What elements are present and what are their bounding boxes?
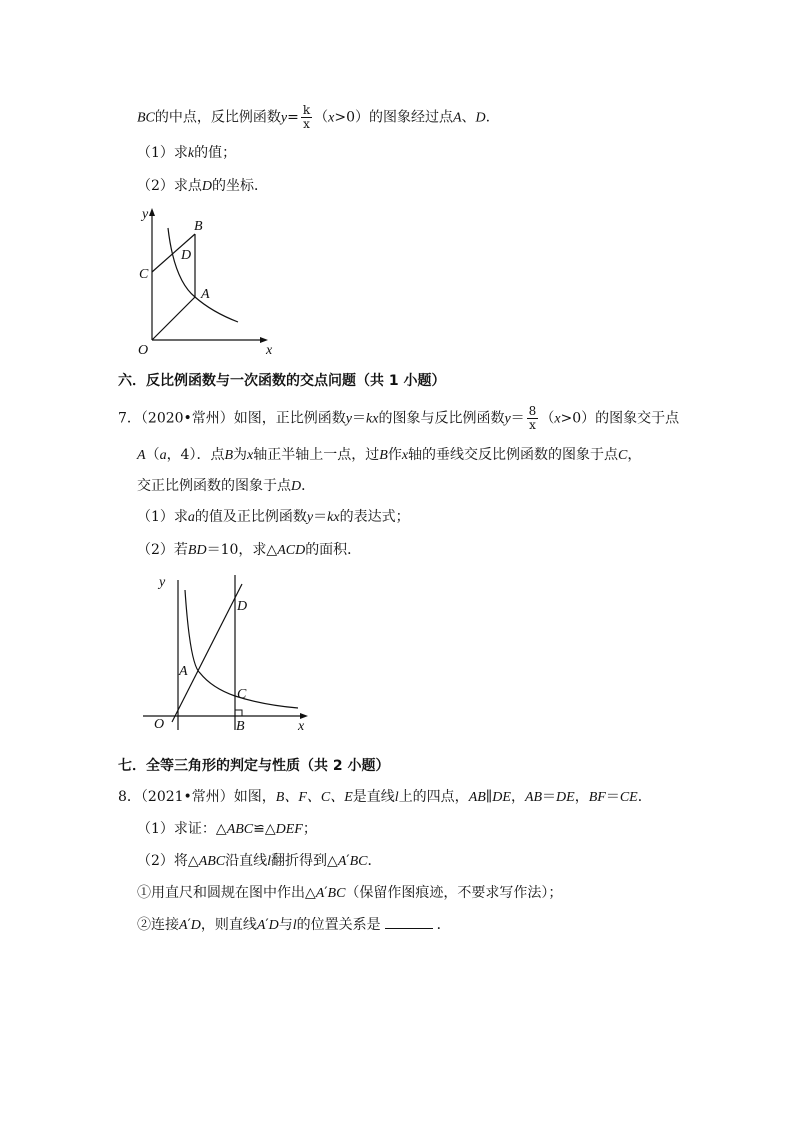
equals: ＝ (313, 509, 328, 525)
fraction-k-over-x (301, 104, 312, 131)
var-l: l (267, 854, 272, 869)
segment-ab: AB (524, 790, 543, 805)
text: （2）求点 (137, 178, 202, 194)
right-angle-mark (235, 710, 242, 716)
fraction-numerator: k (302, 103, 311, 117)
triangle-abc: ABC (226, 822, 254, 837)
segment-bf: BF (588, 790, 606, 805)
problem6-figure (130, 200, 290, 360)
text: ，则直线 (200, 917, 257, 933)
var-x: x (401, 448, 409, 463)
segment-bd: BD (187, 543, 207, 558)
text: ； (302, 821, 317, 837)
proportional-line (172, 584, 242, 722)
text: >0）的图象经过点 (334, 109, 453, 126)
point-a: A (256, 918, 266, 933)
label-y: y (159, 575, 166, 590)
text: ， (627, 447, 642, 463)
label-d: D (237, 599, 248, 614)
var-x: x (328, 110, 335, 126)
segment-de: DE (492, 790, 511, 805)
text: （1）求 (137, 509, 188, 525)
problem7-line2 (137, 445, 641, 466)
text: 的值及正比例函数 (194, 509, 307, 525)
text: >0）的图象交于点 (560, 410, 680, 427)
var-y: y (345, 411, 353, 427)
problem8-question1 (137, 819, 317, 840)
label-b: B (236, 719, 245, 734)
point-a: A (137, 448, 146, 463)
text: 的值； (194, 145, 237, 161)
equals: ＝ (605, 789, 620, 805)
text: ． (367, 853, 382, 869)
problem8-step1 (137, 883, 562, 904)
section6-title: 六．反比例函数与一次函数的交点问题（共 1 小题） (118, 373, 446, 389)
label-c: C (237, 687, 247, 702)
fraction-8-over-x (527, 405, 539, 432)
problem7-figure (138, 570, 318, 740)
label-x: x (298, 719, 305, 734)
triangle-abc: ABC (198, 854, 226, 869)
text: ＝10，求△ (206, 542, 278, 558)
point-d: D (268, 918, 279, 933)
segment-bc: BC (327, 886, 346, 901)
parallel-symbol: ∥ (485, 789, 493, 805)
text: ①用直尺和圆规在图中作出△ (137, 885, 316, 901)
text: （ (314, 109, 329, 126)
text: ②连接 (137, 917, 179, 933)
point-a: A (337, 854, 347, 869)
text: ，4）．点 (166, 447, 225, 463)
var-y: y (306, 510, 314, 525)
var-kx: kx (327, 510, 340, 525)
text: 的坐标． (212, 178, 269, 194)
label-x: x (266, 343, 273, 358)
text: （ (145, 447, 160, 463)
equals: ＝ (510, 410, 525, 427)
problem7-question2 (137, 540, 361, 561)
text: （ (540, 410, 555, 427)
point-a: A (452, 110, 462, 126)
answer-blank[interactable] (385, 914, 433, 929)
text: 上的四点， (398, 789, 469, 805)
var-l: l (292, 918, 297, 933)
text: 轴的垂线交反比例函数的图象于点 (408, 447, 619, 463)
text: 8．（2021•常州）如图， (118, 789, 276, 805)
problem8-line1 (118, 787, 652, 808)
label-b: B (194, 219, 203, 234)
text: 的图象与反比例函数 (378, 410, 505, 427)
points-bfce: B、F、C、E (275, 790, 353, 805)
problem7-line3 (137, 476, 315, 497)
segment-bc: BC (349, 854, 368, 869)
prime-mark: ′ (265, 917, 269, 933)
problem8-step2 (137, 914, 451, 936)
text: 的面积． (305, 542, 362, 558)
congruent-symbol: ≌△ (253, 821, 276, 837)
point-b: B (224, 448, 234, 463)
text: 与 (278, 917, 293, 933)
text: 、 (461, 109, 476, 126)
point-a: A (179, 918, 188, 933)
fraction-denominator: x (529, 418, 536, 432)
problem6-question1 (137, 143, 236, 164)
label-d: D (181, 248, 192, 263)
prime-mark: ′ (324, 885, 328, 901)
point-d: D (475, 110, 486, 126)
segment-de: DE (556, 790, 575, 805)
var-y: y (504, 411, 511, 427)
var-l: l (394, 790, 399, 805)
point-b: B (379, 448, 388, 463)
text: 沿直线 (225, 853, 268, 869)
label-a: A (179, 664, 188, 679)
hyperbola-curve (168, 228, 238, 322)
point-d: D (291, 479, 302, 494)
text: 为 (233, 447, 248, 463)
var-k: k (187, 146, 195, 161)
equals: = (287, 109, 299, 126)
segment-oa (152, 297, 195, 340)
text: ． (301, 478, 316, 494)
var-x: x (554, 411, 561, 427)
text: （1）求证：△ (137, 821, 227, 837)
var-a: a (159, 448, 167, 463)
label-y: y (142, 207, 149, 222)
equals: ＝ (352, 410, 367, 427)
text: （保留作图痕迹，不要求写作法）； (345, 885, 563, 901)
text: 的表达式； (339, 509, 410, 525)
text: 翻折得到△ (271, 853, 338, 869)
label-c: C (139, 267, 149, 282)
text: 7．（2020•常州）如图，正比例函数 (118, 410, 346, 427)
text: （2）若 (137, 542, 188, 558)
label-o: O (138, 343, 149, 358)
text: （2）将△ (137, 853, 199, 869)
text: ． (436, 917, 451, 933)
var-y: y (280, 110, 288, 126)
text: 的位置关系是 (296, 917, 381, 933)
problem7-line1 (118, 405, 679, 432)
text: . (485, 109, 491, 126)
text: 的中点，反比例函数 (154, 109, 281, 126)
segment-ce: CE (619, 790, 638, 805)
text: 轴正半轴上一点，过 (253, 447, 380, 463)
text: ， (574, 789, 589, 805)
problem6-question2 (137, 176, 268, 197)
var-a: a (187, 510, 195, 525)
text: ， (510, 789, 525, 805)
section7-title: 七．全等三角形的判定与性质（共 2 小题） (118, 758, 390, 774)
segment-bc: BC (137, 110, 155, 126)
var-kx: kx (366, 411, 379, 427)
problem6-line1 (137, 104, 490, 131)
problem7-question1 (137, 507, 410, 528)
text: 是直线 (352, 789, 395, 805)
point-d: D (190, 918, 201, 933)
label-a: A (201, 287, 210, 302)
text: （1）求 (137, 145, 188, 161)
text: ． (637, 789, 652, 805)
prime-mark: ′ (187, 917, 191, 933)
text: 交正比例函数的图象于点 (137, 478, 291, 494)
point-a: A (315, 886, 325, 901)
problem8-question2 (137, 851, 381, 872)
label-o: O (154, 717, 165, 732)
triangle-def: DEF (275, 822, 303, 837)
fraction-denominator: x (303, 117, 310, 131)
triangle-acd: ACD (277, 543, 306, 558)
var-x: x (247, 448, 254, 463)
point-d: D (201, 179, 213, 194)
prime-mark: ′ (346, 853, 350, 869)
fraction-numerator: 8 (528, 404, 537, 418)
point-c: C (618, 448, 628, 463)
segment-ab: AB (468, 790, 486, 805)
text: 作 (387, 447, 402, 463)
y-axis-arrow (149, 208, 155, 216)
equals: ＝ (542, 789, 557, 805)
